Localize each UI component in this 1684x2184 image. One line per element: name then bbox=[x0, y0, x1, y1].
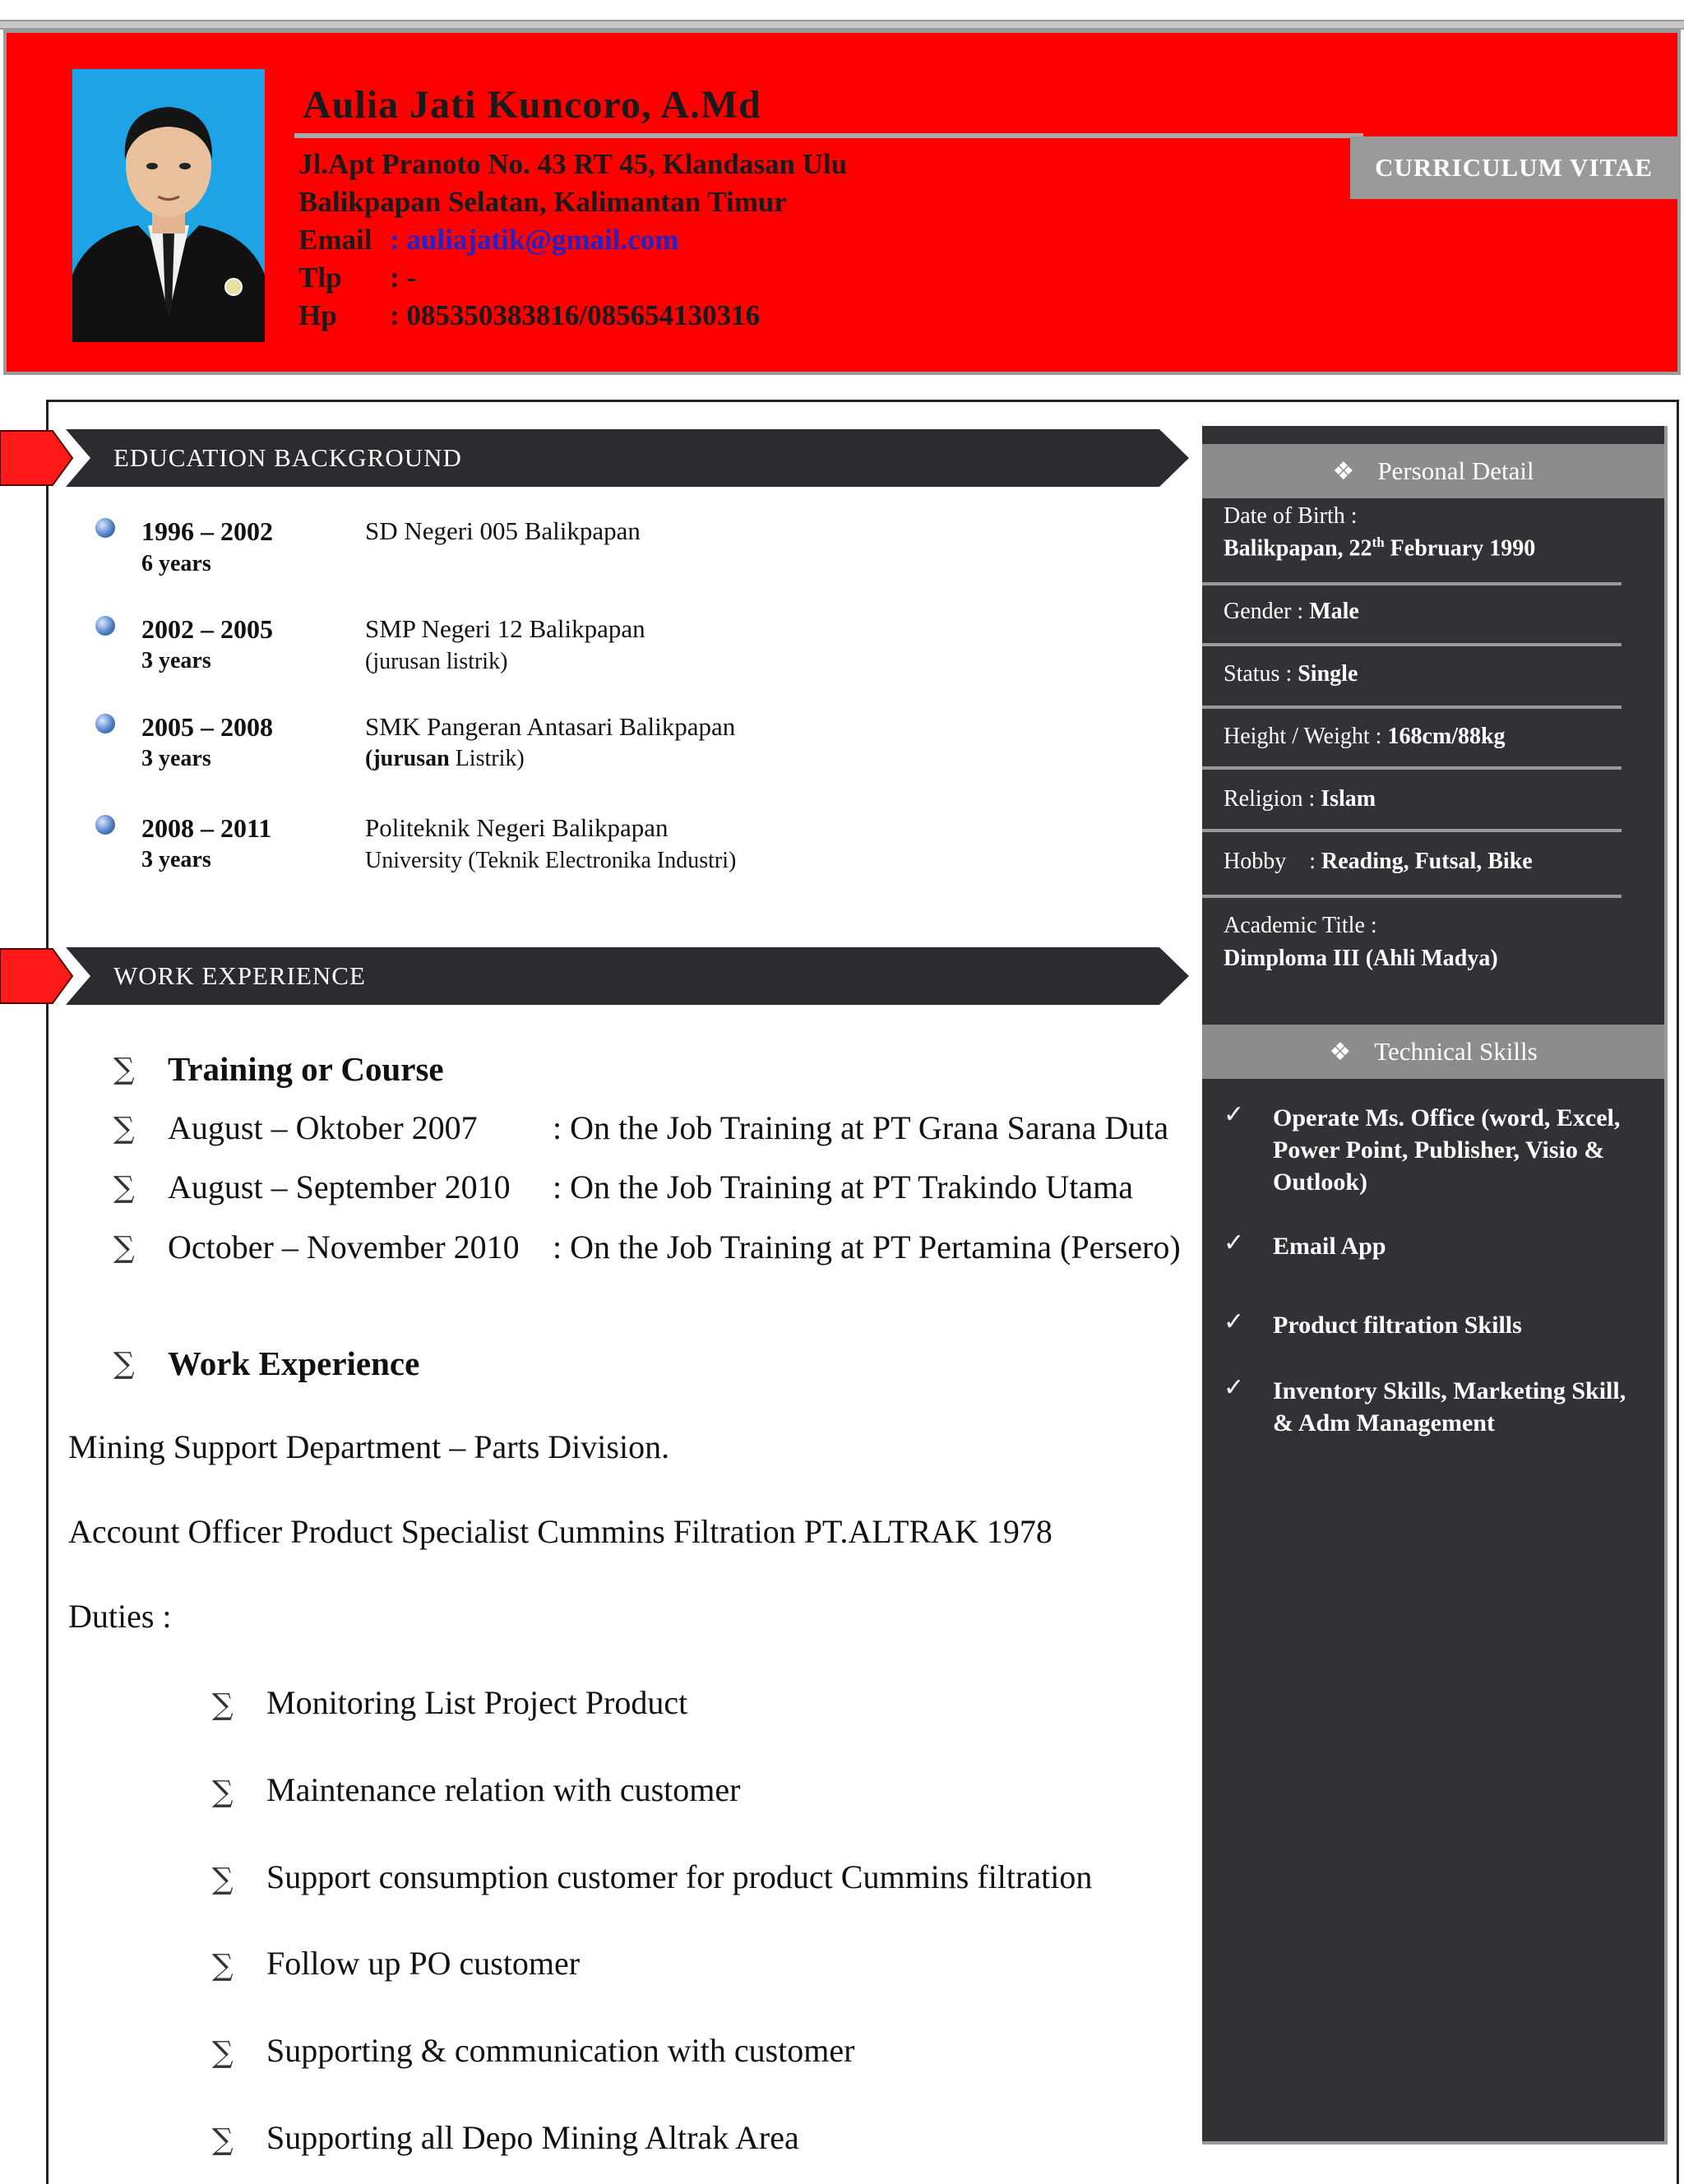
sigma-bullet-icon: ∑ bbox=[113, 1053, 135, 1086]
hobby-label: Hobby : bbox=[1224, 849, 1321, 874]
work-title: WORK EXPERIENCE bbox=[113, 961, 366, 990]
sigma-bullet-icon: ∑ bbox=[212, 2036, 234, 2070]
department: Mining Support Department – Parts Division. bbox=[68, 1428, 670, 1465]
separator bbox=[1202, 766, 1622, 770]
training-desc: : On the Job Training at PT Trakindo Utama bbox=[553, 1168, 1133, 1205]
education-title: EDUCATION BACKGROUND bbox=[113, 443, 462, 472]
duty-item: Maintenance relation with customer bbox=[266, 1771, 741, 1808]
sigma-bullet-icon: ∑ bbox=[212, 1775, 234, 1809]
religion-row bbox=[1224, 786, 1376, 812]
duty-item: Supporting all Depo Mining Altrak Area bbox=[266, 2119, 799, 2156]
technical-skills-title: Technical Skills bbox=[1374, 1037, 1538, 1066]
personal-detail-header bbox=[1202, 444, 1664, 498]
email-link[interactable]: : auliajatik@gmail.com bbox=[390, 224, 679, 256]
bullet-icon bbox=[95, 518, 115, 538]
gender-label: Gender : bbox=[1224, 599, 1310, 624]
gender-value: Male bbox=[1309, 599, 1359, 624]
religion-label: Religion : bbox=[1224, 786, 1321, 812]
diamond-icon: ❖ bbox=[1329, 1037, 1352, 1067]
edu-duration: 3 years bbox=[141, 847, 211, 872]
sigma-bullet-icon: ∑ bbox=[212, 1688, 234, 1722]
sigma-bullet-icon: ∑ bbox=[113, 1231, 135, 1265]
sigma-bullet-icon: ∑ bbox=[212, 1862, 234, 1896]
hobby-row bbox=[1224, 849, 1533, 875]
bullet-icon bbox=[95, 815, 115, 835]
hp-value: : 085350383816/085654130316 bbox=[390, 299, 761, 331]
candidate-name: Aulia Jati Kuncoro, A.Md bbox=[303, 83, 761, 127]
edu-note: University (Teknik Electronika Industri) bbox=[365, 848, 737, 873]
academic-label: Academic Title : bbox=[1224, 913, 1377, 938]
skill-item: Inventory Skills, Marketing Skill, & Adm Management bbox=[1273, 1377, 1626, 1437]
bullet-icon bbox=[95, 616, 115, 636]
height-weight-label: Height / Weight : bbox=[1224, 724, 1388, 749]
edu-note-rest: Listrik) bbox=[449, 746, 525, 771]
edu-school: SMK Pangeran Antasari Balikpapan bbox=[365, 712, 736, 741]
address-line-2: Balikpapan Selatan, Kalimantan Timur bbox=[298, 186, 787, 218]
status-row bbox=[1224, 661, 1358, 687]
separator bbox=[1202, 829, 1622, 832]
duty-item: Follow up PO customer bbox=[266, 1945, 581, 1982]
separator bbox=[1202, 895, 1622, 898]
edu-school: SD Negeri 005 Balikpapan bbox=[365, 516, 641, 545]
check-icon: ✓ bbox=[1224, 1100, 1245, 1129]
edu-school: SMP Negeri 12 Balikpapan bbox=[365, 614, 645, 643]
status-value: Single bbox=[1298, 661, 1358, 687]
edu-years: 2008 – 2011 bbox=[141, 813, 272, 843]
check-icon: ✓ bbox=[1224, 1228, 1245, 1257]
religion-value: Islam bbox=[1321, 786, 1376, 812]
sidebar-panel bbox=[1202, 426, 1668, 2145]
training-period: October – November 2010 bbox=[168, 1228, 520, 1266]
sigma-bullet-icon: ∑ bbox=[113, 1112, 135, 1145]
position: Account Officer Product Specialist Cummins Filtration PT.ALTRAK 1978 bbox=[68, 1513, 1052, 1550]
training-desc: : On the Job Training at PT Pertamina (Persero) bbox=[553, 1228, 1181, 1266]
address-line-1: Jl.Apt Pranoto No. 43 RT 45, Klandasan Ulu bbox=[298, 148, 848, 180]
check-icon: ✓ bbox=[1224, 1373, 1245, 1402]
skill-item: Operate Ms. Office (word, Excel, Power Point, Publisher, Visio & Outlook) bbox=[1273, 1104, 1621, 1196]
duties-label: Duties : bbox=[68, 1598, 172, 1635]
training-desc: : On the Job Training at PT Grana Sarana Duta bbox=[553, 1109, 1169, 1146]
separator bbox=[1202, 706, 1622, 709]
duty-item: Support consumption customer for product Cummins filtration bbox=[266, 1858, 1093, 1895]
education-banner bbox=[0, 429, 1189, 487]
check-icon: ✓ bbox=[1224, 1307, 1245, 1336]
personal-detail-title: Personal Detail bbox=[1377, 456, 1534, 485]
email-label: Email bbox=[298, 224, 372, 256]
duty-item: Monitoring List Project Product bbox=[266, 1684, 688, 1721]
dob-label: Date of Birth : bbox=[1224, 503, 1358, 529]
tlp-label: Tlp bbox=[298, 261, 342, 294]
separator bbox=[1202, 643, 1622, 646]
training-heading: Training or Course bbox=[168, 1050, 444, 1088]
dob-value-rest: February 1990 bbox=[1384, 535, 1536, 562]
curriculum-vitae-tag: CURRICULUM VITAE bbox=[1350, 136, 1677, 199]
portrait-image bbox=[72, 69, 265, 342]
skill-item: Product filtration Skills bbox=[1273, 1312, 1522, 1339]
academic-value: Dimploma III (Ahli Madya) bbox=[1224, 946, 1498, 971]
top-rule bbox=[0, 20, 1684, 30]
edu-note-bold: (jurusan bbox=[365, 746, 450, 771]
edu-years: 1996 – 2002 bbox=[141, 516, 273, 546]
skill-item: Email App bbox=[1273, 1233, 1386, 1260]
separator bbox=[1202, 582, 1622, 585]
sigma-bullet-icon: ∑ bbox=[113, 1347, 135, 1381]
bullet-icon bbox=[95, 714, 115, 733]
dob-value-main: Balikpapan, 22 bbox=[1224, 535, 1372, 562]
hp-label: Hp bbox=[298, 299, 337, 331]
edu-note bbox=[365, 746, 525, 772]
duty-item: Supporting & communication with customer bbox=[266, 2032, 855, 2069]
edu-years: 2002 – 2005 bbox=[141, 614, 273, 644]
training-period: August – Oktober 2007 bbox=[168, 1109, 478, 1146]
technical-skills-header bbox=[1202, 1025, 1664, 1079]
gender-row bbox=[1224, 599, 1359, 625]
edu-school: Politeknik Negeri Balikpapan bbox=[365, 813, 669, 842]
status-label: Status : bbox=[1224, 661, 1298, 687]
sigma-bullet-icon: ∑ bbox=[113, 1171, 135, 1205]
experience-heading: Work Experience bbox=[168, 1344, 420, 1382]
dob-sup: th bbox=[1372, 534, 1385, 550]
dob-value bbox=[1224, 534, 1535, 562]
tlp-value: : - bbox=[390, 261, 417, 294]
height-weight-value: 168cm/88kg bbox=[1387, 724, 1506, 749]
edu-duration: 6 years bbox=[141, 551, 211, 576]
work-banner bbox=[0, 947, 1189, 1005]
edu-note: (jurusan listrik) bbox=[365, 649, 508, 674]
diamond-icon: ❖ bbox=[1332, 456, 1355, 486]
edu-duration: 3 years bbox=[141, 648, 211, 673]
sigma-bullet-icon: ∑ bbox=[212, 1949, 234, 1983]
name-underline bbox=[294, 133, 1363, 138]
profile-photo bbox=[72, 69, 265, 342]
hobby-value: Reading, Futsal, Bike bbox=[1321, 849, 1533, 874]
training-period: August – September 2010 bbox=[168, 1168, 511, 1205]
edu-duration: 3 years bbox=[141, 746, 211, 771]
sigma-bullet-icon: ∑ bbox=[212, 2123, 234, 2157]
edu-years: 2005 – 2008 bbox=[141, 712, 273, 742]
height-weight-row bbox=[1224, 724, 1506, 750]
